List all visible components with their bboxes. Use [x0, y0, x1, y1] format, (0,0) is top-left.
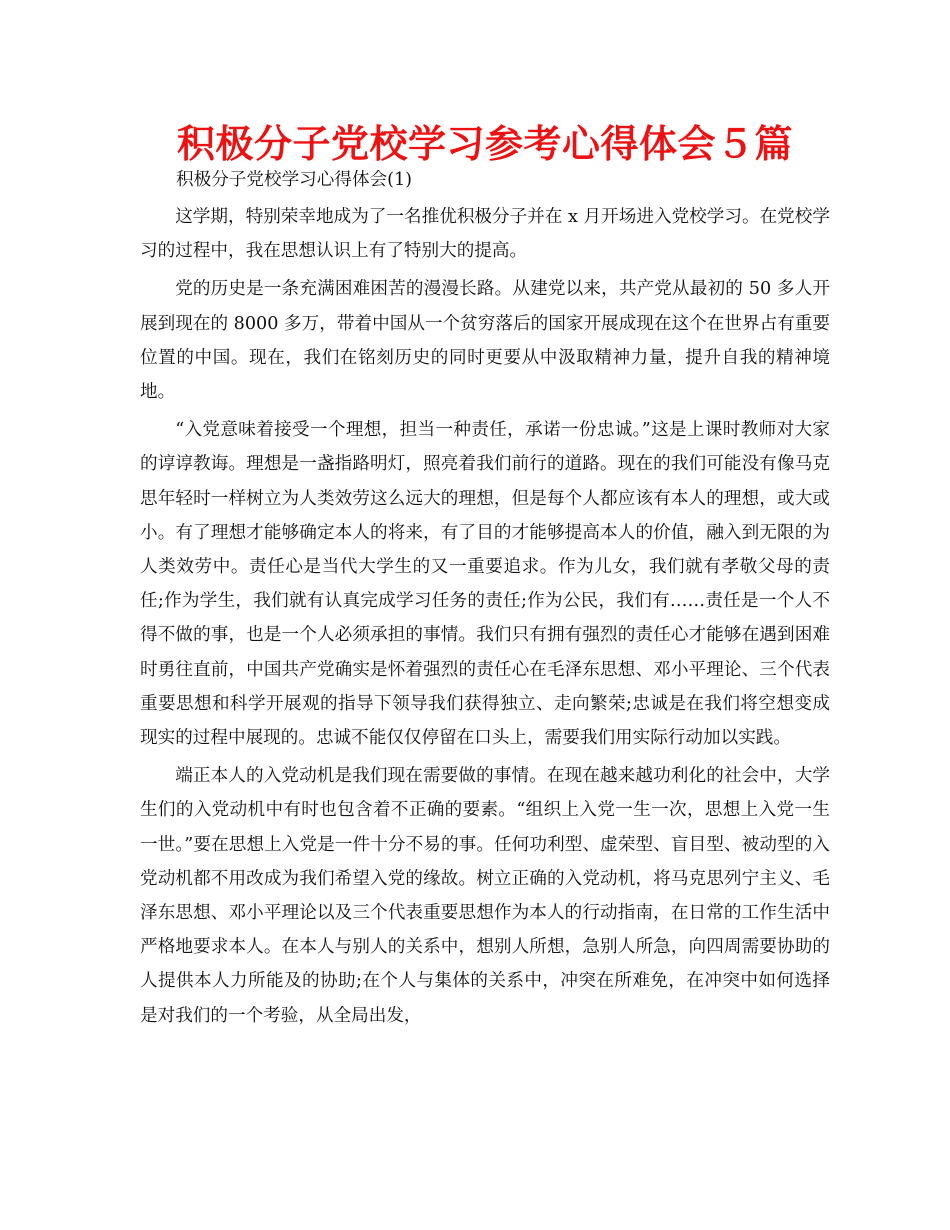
paragraph-2: 党的历史是一条充满困难困苦的漫漫长路。从建党以来，共产党从最初的 50 多人开展到现在的 8000 多万，带着中国从一个贫穷落后的国家开展成现在这个在世界占有重要位置的中国。现在，我们在铭刻历史的同时更要从中汲取精神力量，提升自我的精神境地。 [140, 279, 830, 403]
paragraph-4: 端正本人的入党动机是我们现在需要做的事情。在现在越来越功利化的社会中，大学生们的入党动机中有时也包含着不正确的要素。“组织上入党一生一次，思想上入党一生一世。”要在思想上入党是一件十分不易的事。任何功利型、虚荣型、盲目型、被动型的入党动机都不用改成为我们希望入党的缘故。树立正确的入党动机，将马克思列宁主义、毛泽东思想、邓小平理论以及三个代表重要思想作为本人的行动指南，在日常的工作生活中严格地要求本人。在本人与别人的关系中，想别人所想，急别人所急，向四周需要协助的人提供本人力所能及的协助;在个人与集体的关系中，冲突在所难免，在冲突中如何选择是对我们的一个考验，从全局出发， [140, 766, 830, 1026]
document-title: 积极分子党校学习参考心得体会５篇 [176, 122, 793, 166]
document-body [140, 166, 830, 1037]
section-heading: 积极分子党校学习心得体会(1) [176, 170, 413, 190]
paragraph-1: 这学期，特别荣幸地成为了一名推优积极分子并在 x 月开场进入党校学习。在党校学习的过程中，我在思想认识上有了特别大的提高。 [140, 207, 830, 262]
paragraph-3: “入党意味着接受一个理想，担当一种责任，承诺一份忠诚。”这是上课时教师对大家的谆谆教诲。理想是一盏指路明灯，照亮着我们前行的道路。现在的我们可能没有像马克思年轻时一样树立为人类效劳这么远大的理想，但是每个人都应该有本人的理想，或大或小。有了理想才能够确定本人的将来，有了目的才能够提高本人的价值，融入到无限的为人类效劳中。责任心是当代大学生的又一重要追求。作为儿女，我们就有孝敬父母的责任;作为学生，我们就有认真完成学习任务的责任;作为公民，我们有……责任是一个人不得不做的事，也是一个人必须承担的事情。我们只有拥有强烈的责任心才能够在遇到困难时勇往直前，中国共产党确实是怀着强烈的责任心在毛泽东思想、邓小平理论、三个代表重要思想和科学开展观的指导下领导我们获得独立、走向繁荣;忠诚是在我们将空想变成现实的过程中展现的。忠诚不能仅仅停留在口头上，需要我们用实际行动加以实践。 [140, 420, 830, 749]
